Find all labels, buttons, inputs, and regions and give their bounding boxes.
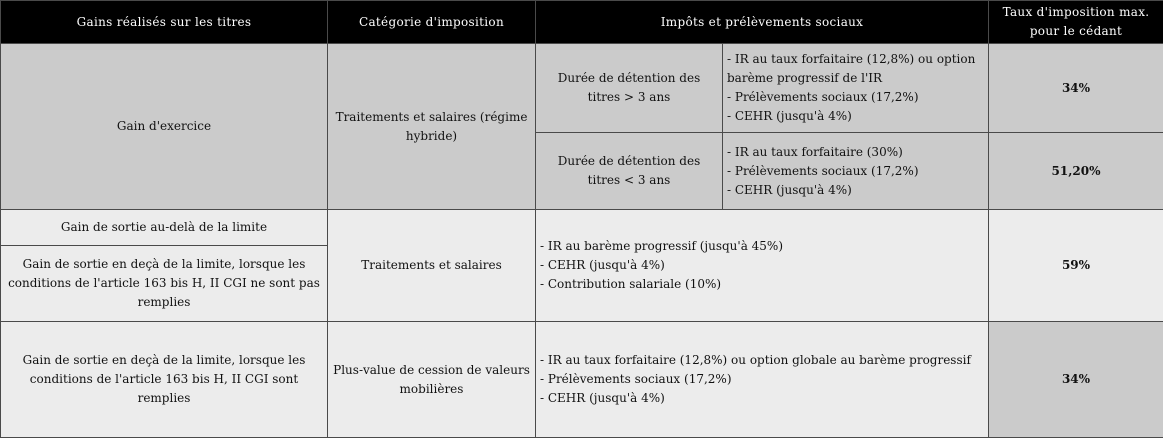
impot-line: - Prélèvements sociaux (17,2%) — [540, 372, 732, 386]
impot-line: - Contribution salariale (10%) — [540, 277, 722, 291]
categorie-plus-value-cell: Plus-value de cession de valeurs mobilières — [328, 322, 536, 438]
impots-moins-3-ans-cell — [723, 133, 989, 210]
impot-line: - IR au taux forfaitaire (30%) — [727, 144, 903, 159]
taux-plus-3-ans-cell: 34% — [989, 44, 1163, 133]
impot-line: - CEHR (jusqu'à 4%) — [540, 258, 665, 272]
gain-sortie-en-deca-remplies-cell: Gain de sortie en deçà de la limite, lorsque les conditions de l'article 163 bis H, II CGI sont remplies — [1, 322, 328, 438]
impot-line: - CEHR (jusqu'à 4%) — [727, 109, 852, 123]
gain-sortie-en-deca-non-remplies-cell: Gain de sortie en deçà de la limite, lorsque les conditions de l'article 163 bis H, II CGI ne sont pas remplies — [1, 246, 328, 322]
duree-moins-3-ans-cell: Durée de détention des titres < 3 ans — [536, 133, 723, 210]
header-row — [1, 1, 1163, 44]
gain-sortie-au-dela-cell: Gain de sortie au-delà de la limite — [1, 210, 328, 246]
impot-line: - IR au taux forfaitaire (12,8%) ou option globale au barème progressif — [540, 353, 971, 367]
header-gains: Gains réalisés sur les titres — [1, 1, 328, 44]
duree-plus-3-ans-cell: Durée de détention des titres > 3 ans — [536, 44, 723, 133]
table-row — [1, 322, 1163, 438]
impot-line: - CEHR (jusqu'à 4%) — [540, 391, 665, 405]
impots-plus-3-ans-cell — [723, 44, 989, 133]
taux-plus-value-cell: 34% — [989, 322, 1163, 438]
table-row — [1, 44, 1163, 133]
taux-moins-3-ans-cell: 51,20% — [989, 133, 1163, 210]
impot-line: - Prélèvements sociaux (17,2%) — [727, 90, 919, 104]
impot-line: - IR au taux forfaitaire (12,8%) ou option barème progressif de l'IR — [727, 52, 976, 85]
gain-exercice-cell: Gain d'exercice — [1, 44, 328, 210]
impot-line: - IR au barème progressif (jusqu'à 45%) — [540, 239, 784, 253]
categorie-traitements-cell: Traitements et salaires — [328, 210, 536, 322]
impot-line: - CEHR (jusqu'à 4%) — [727, 182, 852, 197]
impots-sortie-cell — [536, 210, 989, 322]
header-taux: Taux d'imposition max. pour le cédant — [989, 1, 1163, 44]
impots-plus-value-cell — [536, 322, 989, 438]
impot-line: - Prélèvements sociaux (17,2%) — [727, 163, 919, 178]
categorie-hybride-cell: Traitements et salaires (régime hybride) — [328, 44, 536, 210]
table-row — [1, 210, 1163, 246]
taux-sortie-cell: 59% — [989, 210, 1163, 322]
header-categorie: Catégorie d'imposition — [328, 1, 536, 44]
header-impots: Impôts et prélèvements sociaux — [536, 1, 989, 44]
